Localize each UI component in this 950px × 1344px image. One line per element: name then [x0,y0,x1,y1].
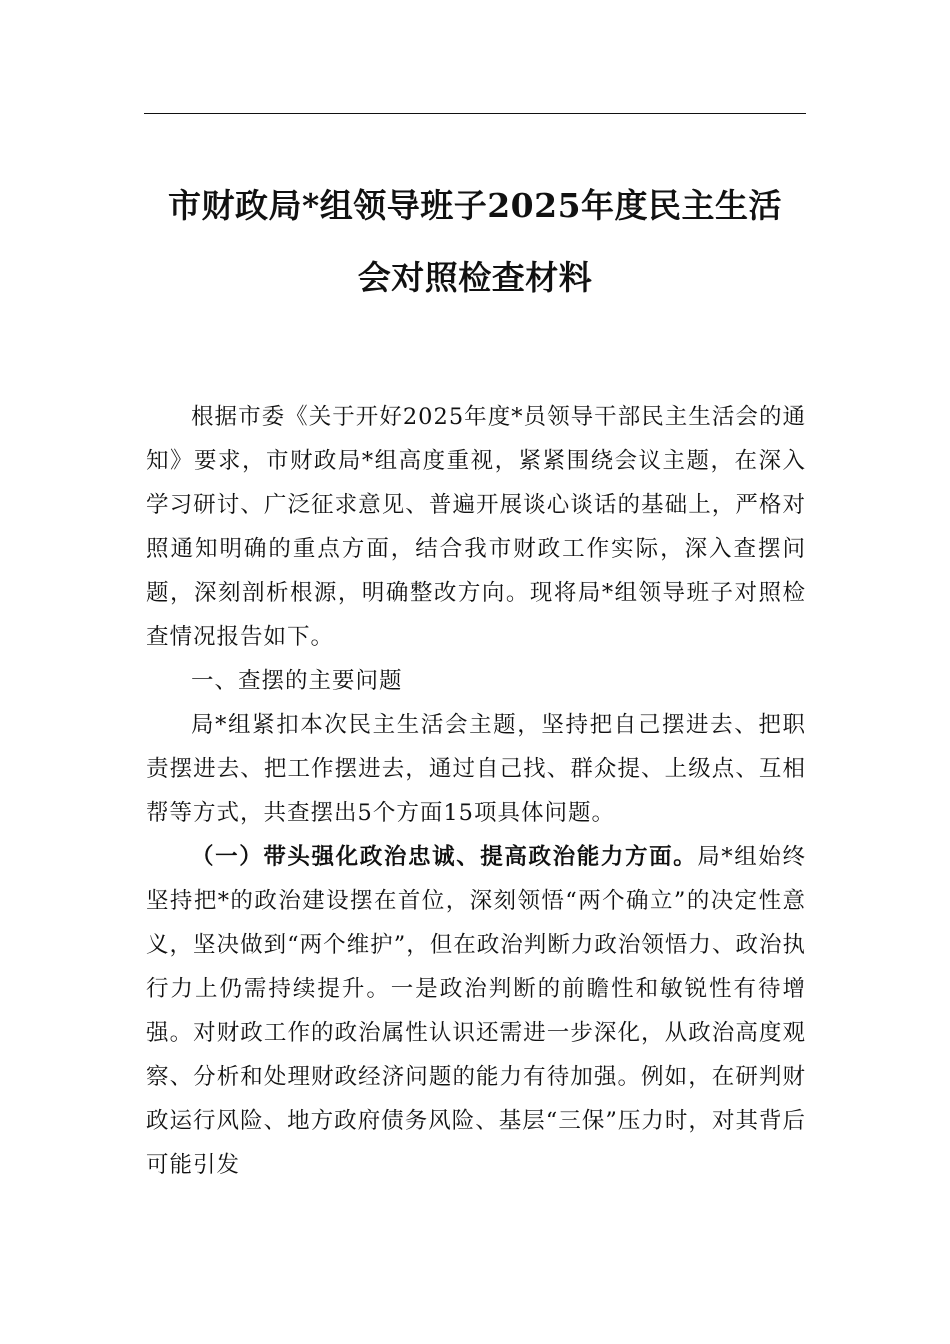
section-1-paragraph: 局*组紧扣本次民主生活会主题，坚持把自己摆进去、把职责摆进去、把工作摆进去，通过自己找、群众提、上级点、互相帮等方式，共查摆出5个方面15项具体问题。 [146,712,806,826]
document-title [144,170,806,314]
subsection-1-heading: （一）带头强化政治忠诚、提高政治能力方面。 [191,844,698,870]
section-1-heading: 一、查摆的主要问题 [191,668,403,694]
subsection-1-text: 局*组始终坚持把*的政治建设摆在首位，深刻领悟“两个确立”的决定性意义，坚决做到“两个维护”，但在政治判断力政治领悟力、政治执行力上仍需持续提升。一是政治判断的前瞻性和敏锐性有待增强。对财政工作的政治属性认识还需进一步深化，从政治高度观察、分析和处理财政经济问题的能力有待加强。例如，在研判财政运行风险、地方政府债务风险、基层“三保”压力时，对其背后可能引发 [146,844,806,1178]
document-body [146,395,806,1187]
title-line-1: 市财政局*组领导班子2025年度民主生活 [167,186,783,225]
header-rule [144,113,806,114]
intro-paragraph: 根据市委《关于开好2025年度*员领导干部民主生活会的通知》要求，市财政局*组高度重视，紧紧围绕会议主题，在深入学习研讨、广泛征求意见、普遍开展谈心谈话的基础上，严格对照通知明确的重点方面，结合我市财政工作实际，深入查摆问题，深刻剖析根源，明确整改方向。现将局*组领导班子对照检查情况报告如下。 [146,404,806,650]
title-line-2: 会对照检查材料 [357,258,593,297]
subsection-1-paragraph [146,835,806,1187]
